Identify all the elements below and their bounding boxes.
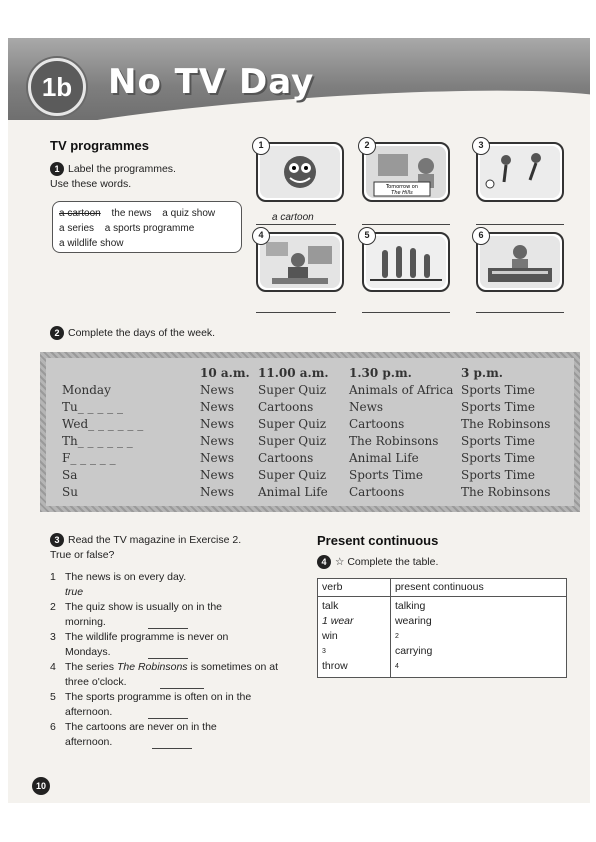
- word-item: a sports programme: [104, 223, 195, 234]
- answer-line[interactable]: [160, 688, 204, 689]
- star-icon: ☆: [335, 556, 348, 568]
- quiz-show-icon: [478, 234, 562, 290]
- picture-number: 6: [472, 227, 490, 245]
- tf-item-3: [50, 630, 228, 660]
- section-heading-present-continuous: Present continuous: [317, 533, 439, 548]
- word-item: a cartoon: [59, 208, 101, 219]
- present-continuous-table: [317, 578, 567, 678]
- newsreader-icon: [258, 234, 342, 290]
- schedule-day: Sa: [62, 468, 78, 482]
- verb-value: throw: [322, 660, 348, 672]
- tf-item-4: [50, 660, 278, 690]
- answer-line[interactable]: [362, 224, 450, 225]
- schedule-day[interactable]: Wed_ _ _ _ _ _: [62, 417, 144, 431]
- answer-line[interactable]: [148, 658, 188, 659]
- schedule-panel: [46, 358, 574, 506]
- schedule-programme: Super Quiz: [258, 417, 327, 431]
- item-number: 4: [50, 661, 56, 673]
- item-number: 6: [50, 721, 56, 733]
- item-text: The sports programme is often on in the: [65, 691, 252, 703]
- item-number: 3: [50, 631, 56, 643]
- lesson-badge: 1b: [28, 58, 86, 116]
- section-heading-tv-programmes: TV programmes: [50, 138, 149, 153]
- pc-gap-number: 2: [394, 633, 399, 640]
- schedule-programme: News: [200, 468, 235, 482]
- schedule-programme: Animals of Africa: [349, 383, 454, 397]
- word-item: the news: [111, 208, 152, 219]
- schedule-programme: Animal Life: [349, 451, 419, 465]
- answer-line[interactable]: [256, 224, 336, 225]
- item-text: morning.: [65, 616, 106, 628]
- column-header: present continuous: [390, 579, 566, 597]
- item-text-italic: The Robinsons: [116, 661, 188, 673]
- sports-players-icon: [478, 144, 562, 200]
- title-banner: [8, 38, 590, 120]
- schedule-programme: Cartoons: [349, 485, 405, 499]
- item-answer: true: [65, 586, 84, 598]
- exercise-4-instruction: [317, 555, 438, 570]
- item-text: The cartoons are never on in the: [65, 721, 217, 733]
- schedule-programme: The Robinsons: [461, 485, 551, 499]
- schedule-programme: Super Quiz: [258, 383, 327, 397]
- schedule-day: Su: [62, 485, 78, 499]
- item-text: The quiz show is usually on in the: [65, 601, 223, 613]
- instruction-line: True or false?: [50, 549, 115, 561]
- picture-news: [256, 232, 344, 292]
- schedule-programme: Super Quiz: [258, 434, 327, 448]
- item-text: three o'clock.: [65, 676, 127, 688]
- schedule-programme: The Robinsons: [461, 417, 551, 431]
- item-number: 2: [50, 601, 56, 613]
- tf-item-1: [50, 570, 186, 600]
- tf-item-5: [50, 690, 251, 720]
- picture-number: 1: [252, 137, 270, 155]
- picture-wildlife: [362, 232, 450, 292]
- time-header: 10 a.m.: [200, 366, 250, 380]
- item-number: 1: [50, 571, 56, 583]
- page-number: 10: [32, 777, 50, 795]
- instruction-line: Read the TV magazine in Exercise 2.: [68, 534, 242, 546]
- picture-sports: [476, 142, 564, 202]
- item-text: is sometimes on at: [187, 661, 279, 673]
- verb-value: talk: [322, 600, 339, 612]
- picture-number: 4: [252, 227, 270, 245]
- answer-line[interactable]: [476, 312, 564, 313]
- verb-gap-number: 3: [322, 648, 326, 655]
- schedule-programme: Cartoons: [258, 451, 314, 465]
- word-box: [52, 201, 242, 253]
- table-header-row: [318, 579, 567, 597]
- item-text: afternoon.: [65, 706, 113, 718]
- schedule-programme: Sports Time: [461, 383, 535, 397]
- schedule-programme: News: [200, 451, 235, 465]
- answer-line[interactable]: [148, 628, 188, 629]
- item-text: The wildlife programme is never on: [65, 631, 229, 643]
- series-scene-icon: [364, 144, 448, 200]
- schedule-programme: Cartoons: [349, 417, 405, 431]
- example-answer: a cartoon: [272, 212, 314, 223]
- schedule-programme: News: [200, 400, 235, 414]
- schedule-day: Monday: [62, 383, 111, 397]
- item-text: The news is on every day.: [65, 571, 187, 583]
- picture-number: 3: [472, 137, 490, 155]
- schedule-programme: Cartoons: [258, 400, 314, 414]
- item-text: Mondays.: [65, 646, 111, 658]
- meerkats-icon: [364, 234, 448, 290]
- word-item: a wildlife show: [59, 238, 124, 249]
- verb-cell[interactable]: [318, 597, 391, 678]
- schedule-programme: News: [200, 383, 235, 397]
- exercise-1-instruction: [50, 162, 176, 192]
- schedule-day[interactable]: Tu_ _ _ _ _: [62, 400, 123, 414]
- exercise-number: 2: [50, 326, 64, 340]
- item-number: 5: [50, 691, 56, 703]
- schedule-programme: Sports Time: [461, 400, 535, 414]
- instruction-line: Use these words.: [50, 178, 132, 190]
- picture-number: 2: [358, 137, 376, 155]
- answer-line[interactable]: [476, 224, 564, 225]
- word-item: a series: [59, 223, 95, 234]
- instruction-line: Label the programmes.: [68, 163, 176, 175]
- verb-value: win: [322, 630, 338, 642]
- item-text: afternoon.: [65, 736, 113, 748]
- time-header: 1.30 p.m.: [349, 366, 412, 380]
- schedule-programme: Sports Time: [461, 468, 535, 482]
- time-header: 11.00 a.m.: [258, 366, 329, 380]
- picture-series: [362, 142, 450, 202]
- schedule-programme: News: [349, 400, 384, 414]
- word-item: a quiz show: [162, 208, 216, 219]
- picture-quiz: [476, 232, 564, 292]
- time-header: 3 p.m.: [461, 366, 503, 380]
- column-header: verb: [318, 579, 391, 597]
- verb-value: 1 wear: [322, 615, 354, 627]
- item-text: The series: [65, 661, 117, 673]
- schedule-programme: The Robinsons: [349, 434, 439, 448]
- exercise-number: 3: [50, 533, 64, 547]
- pc-gap-number: 4: [394, 663, 399, 670]
- schedule-day[interactable]: Th_ _ _ _ _ _: [62, 434, 133, 448]
- pc-value: talking: [394, 600, 426, 612]
- exercise-3-instruction: [50, 533, 241, 563]
- tf-item-6: [50, 720, 217, 750]
- page-title: No TV Day: [108, 62, 315, 102]
- schedule-programme: News: [200, 417, 235, 431]
- exercise-number: 1: [50, 162, 64, 176]
- schedule-day[interactable]: F_ _ _ _ _: [62, 451, 116, 465]
- schedule-programme: News: [200, 485, 235, 499]
- picture-number: 5: [358, 227, 376, 245]
- picture-cartoon: [256, 142, 344, 202]
- schedule-programme: Sports Time: [349, 468, 423, 482]
- schedule-programme: Super Quiz: [258, 468, 327, 482]
- answer-line[interactable]: [152, 748, 192, 749]
- schedule-programme: News: [200, 434, 235, 448]
- table-row: [318, 597, 567, 678]
- schedule-programme: Animal Life: [258, 485, 328, 499]
- instruction-line: Complete the days of the week.: [68, 327, 216, 339]
- answer-line[interactable]: [362, 312, 450, 313]
- pc-cell[interactable]: [390, 597, 566, 678]
- answer-line[interactable]: [256, 312, 336, 313]
- exercise-2-instruction: [50, 326, 215, 341]
- sign-text: The Hills: [391, 190, 413, 196]
- tf-item-2: [50, 600, 222, 630]
- schedule-programme: Sports Time: [461, 451, 535, 465]
- schedule-programme: Sports Time: [461, 434, 535, 448]
- answer-line[interactable]: [148, 718, 188, 719]
- pc-value: carrying: [394, 645, 433, 657]
- cartoon-monster-icon: [258, 144, 342, 200]
- sign-text: Tomorrow on: [385, 184, 419, 190]
- pc-value: wearing: [394, 615, 432, 627]
- instruction-line: Complete the table.: [347, 556, 439, 568]
- exercise-number: 4: [317, 555, 331, 569]
